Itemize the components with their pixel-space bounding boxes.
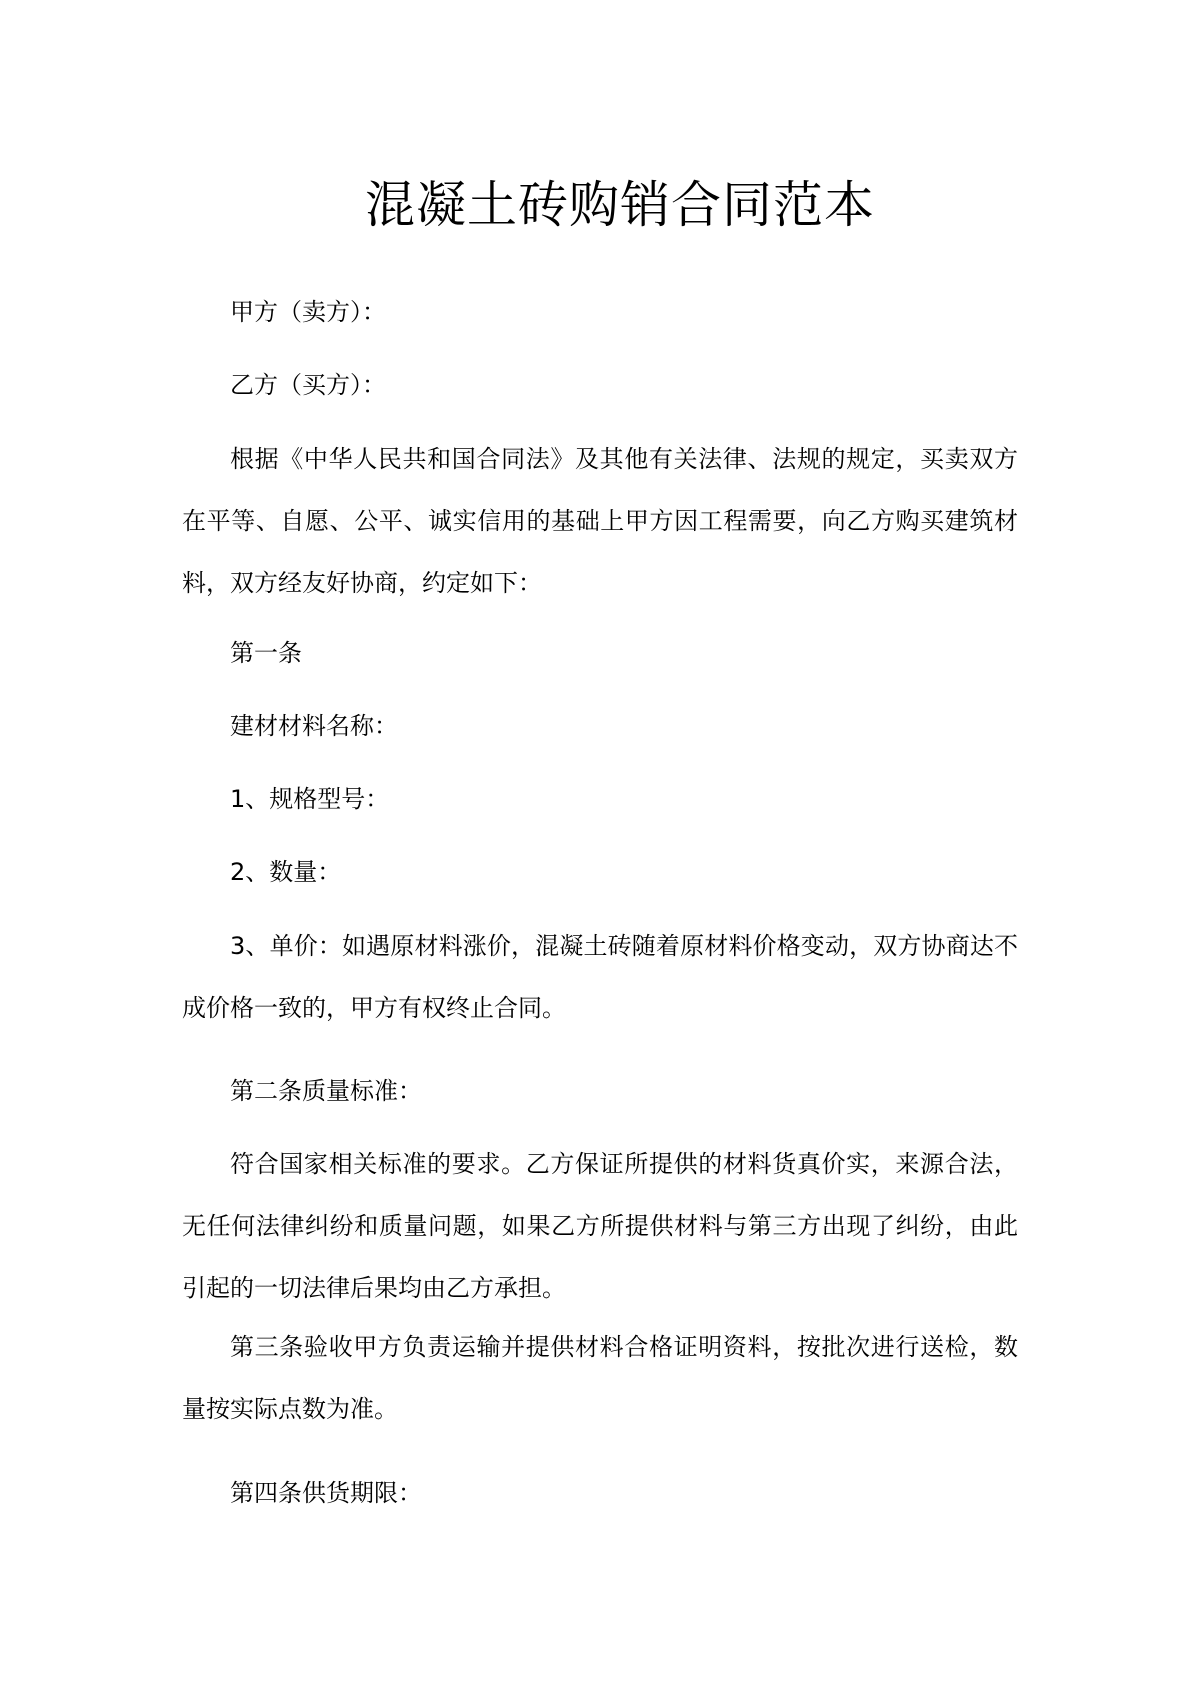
article-1-heading: 第一条 [230,639,302,667]
article-2-heading: 第二条质量标准： [230,1077,422,1105]
material-name-line: 建材材料名称： [230,712,398,740]
party-b-line: 乙方（买方）： [230,371,386,399]
unit-price-paragraph: 3、单价：如遇原材料涨价，混凝土砖随着原材料价格变动，双方协商达不成价格一致的，甲方有权终止合同。 [182,932,1018,1022]
document-body [182,0,1018,1683]
intro-paragraph: 根据《中华人民共和国合同法》及其他有关法律、法规的规定，买卖双方在平等、自愿、公平、诚实信用的基础上甲方因工程需要，向乙方购买建筑材料，双方经友好协商，约定如下： [182,445,1018,597]
quantity-line: 2、数量： [230,858,342,886]
spec-line: 1、规格型号： [230,785,390,813]
party-a-line: 甲方（卖方）： [230,298,386,326]
article-3-paragraph: 第三条验收甲方负责运输并提供材料合格证明资料，按批次进行送检，数量按实际点数为准。 [182,1333,1018,1423]
article-2-body: 符合国家相关标准的要求。乙方保证所提供的材料货真价实，来源合法，无任何法律纠纷和质量问题，如果乙方所提供材料与第三方出现了纠纷，由此引起的一切法律后果均由乙方承担。 [182,1150,1018,1302]
article-4-heading: 第四条供货期限： [230,1479,422,1507]
document-title: 混凝土砖购销合同范本 [365,176,875,234]
